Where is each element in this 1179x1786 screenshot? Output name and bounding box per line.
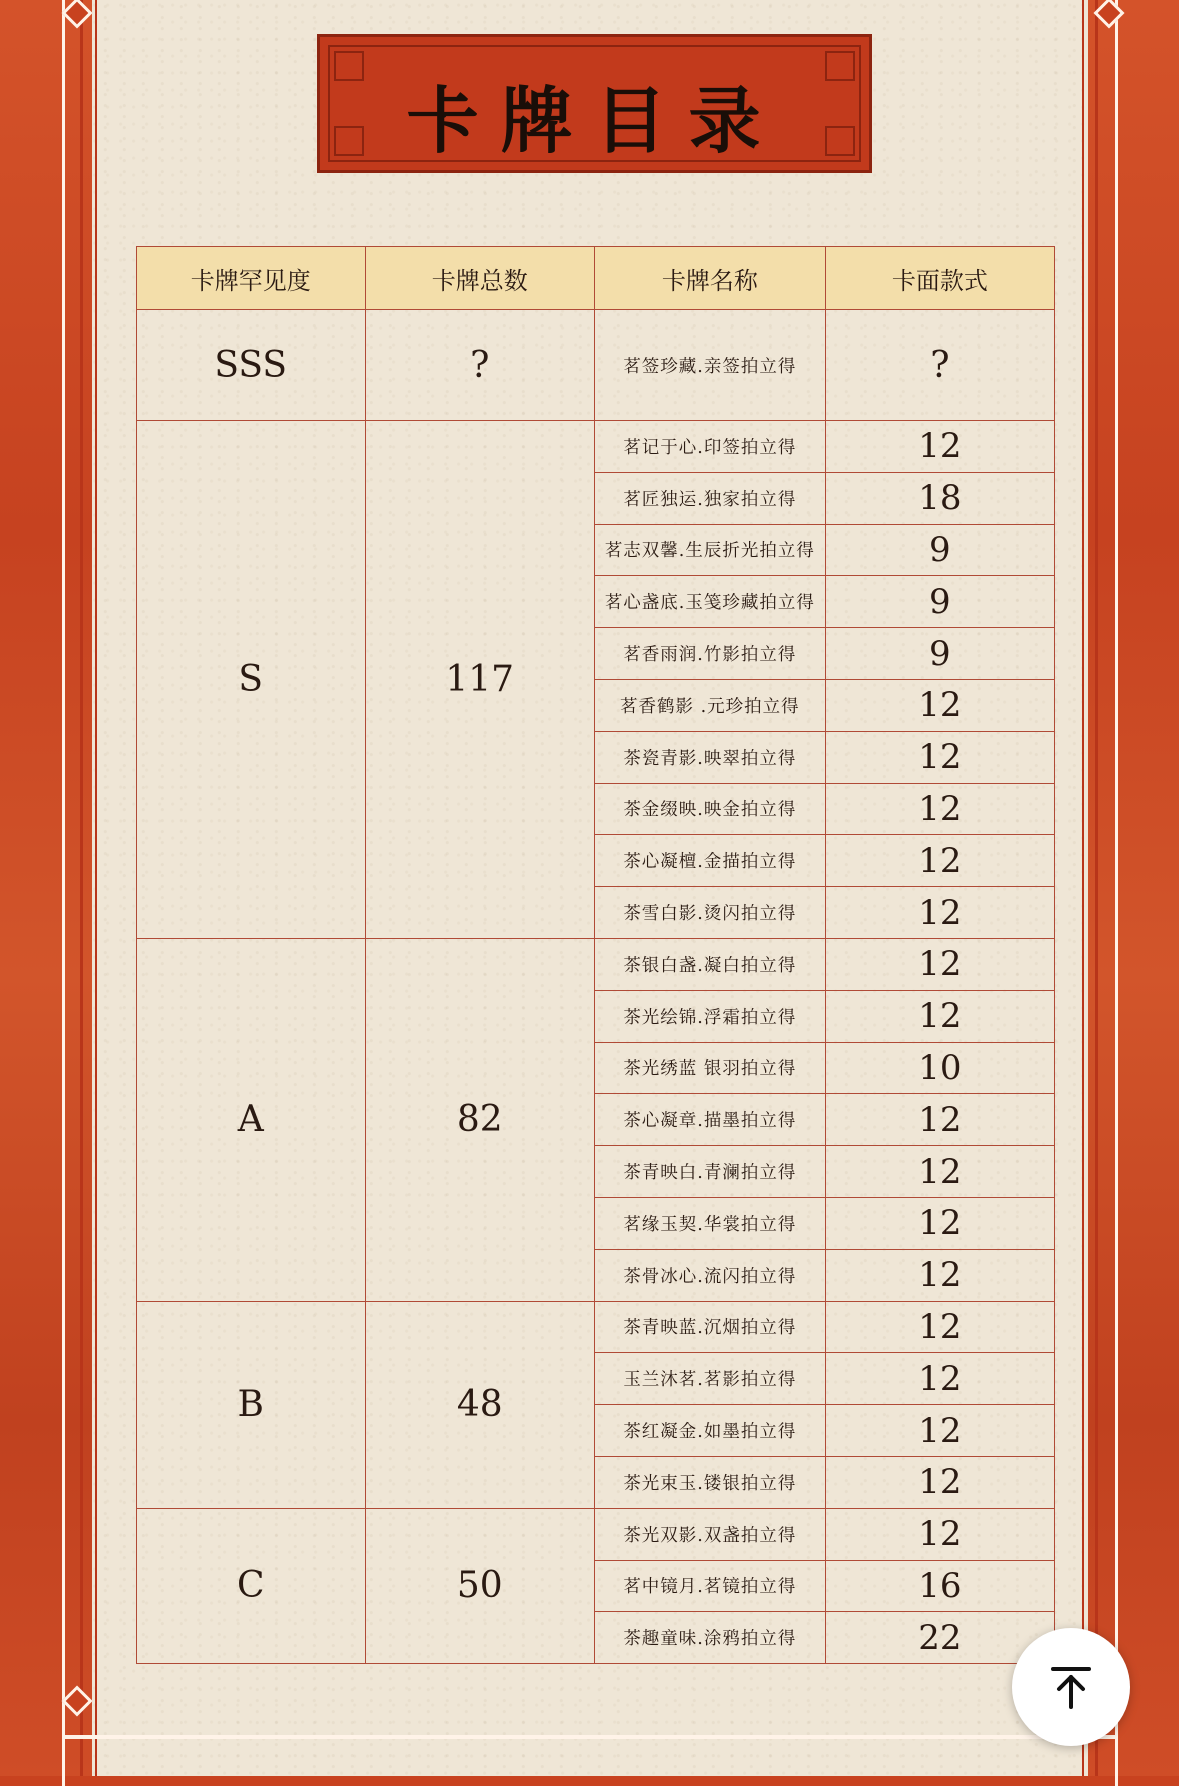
frame-line xyxy=(1095,0,1098,1776)
styles-cell: 22 xyxy=(825,1612,1054,1664)
arrow-up-to-top-icon xyxy=(1047,1663,1095,1711)
card-name-cell: 茶青映蓝.沉烟拍立得 xyxy=(594,1301,825,1353)
scroll-to-top-button[interactable] xyxy=(1012,1628,1130,1746)
header-name: 卡牌名称 xyxy=(594,247,825,310)
card-name-cell: 茶光绘锦.浮霜拍立得 xyxy=(594,990,825,1042)
styles-cell: 12 xyxy=(825,990,1054,1042)
rarity-cell: B xyxy=(137,1301,366,1508)
card-name-cell: 茶趣童味.涂鸦拍立得 xyxy=(594,1612,825,1664)
styles-cell: 12 xyxy=(825,679,1054,731)
frame-line xyxy=(1082,0,1084,1776)
card-name-cell: 茶光束玉.镂银拍立得 xyxy=(594,1456,825,1508)
styles-cell: 16 xyxy=(825,1560,1054,1612)
table-body xyxy=(137,310,1055,1664)
styles-cell: 12 xyxy=(825,421,1054,473)
total-cell: 50 xyxy=(365,1508,594,1663)
total-cell: 82 xyxy=(365,938,594,1301)
header-total: 卡牌总数 xyxy=(365,247,594,310)
styles-cell: 10 xyxy=(825,1042,1054,1094)
card-name-cell: 茗心盏底.玉笺珍藏拍立得 xyxy=(594,576,825,628)
card-name-cell: 茗香雨润.竹影拍立得 xyxy=(594,628,825,680)
card-name-cell: 茗匠独运.独家拍立得 xyxy=(594,472,825,524)
styles-cell: 12 xyxy=(825,1146,1054,1198)
card-name-cell: 茶心凝檀.金描拍立得 xyxy=(594,835,825,887)
styles-cell: 12 xyxy=(825,731,1054,783)
header-styles: 卡面款式 xyxy=(825,247,1054,310)
title-plaque xyxy=(317,34,872,173)
card-name-cell: 茶光绣蓝 银羽拍立得 xyxy=(594,1042,825,1094)
header-rarity: 卡牌罕见度 xyxy=(137,247,366,310)
card-name-cell: 茶心凝章.描墨拍立得 xyxy=(594,1094,825,1146)
card-name-cell: 茶骨冰心.流闪拍立得 xyxy=(594,1249,825,1301)
styles-cell: 12 xyxy=(825,1249,1054,1301)
styles-cell: 9 xyxy=(825,628,1054,680)
table-header-row xyxy=(137,247,1055,310)
frame-bottom-line xyxy=(62,1735,1115,1739)
frame-line xyxy=(80,0,83,1776)
page-title: 卡牌目录 xyxy=(406,78,783,163)
table-row xyxy=(137,421,1055,473)
card-name-cell: 茶银白盏.凝白拍立得 xyxy=(594,938,825,990)
frame-line xyxy=(95,0,97,1776)
table-row xyxy=(137,1508,1055,1560)
table-row xyxy=(137,938,1055,990)
styles-cell: 12 xyxy=(825,783,1054,835)
styles-cell: 12 xyxy=(825,938,1054,990)
card-name-cell: 茗缘玉契.华裳拍立得 xyxy=(594,1197,825,1249)
card-name-cell: 茶金缀映.映金拍立得 xyxy=(594,783,825,835)
card-name-cell: 玉兰沐茗.茗影拍立得 xyxy=(594,1353,825,1405)
card-name-cell: 茗中镜月.茗镜拍立得 xyxy=(594,1560,825,1612)
styles-cell: 12 xyxy=(825,1094,1054,1146)
styles-cell: 12 xyxy=(825,835,1054,887)
styles-cell: 12 xyxy=(825,887,1054,939)
card-catalog-table xyxy=(136,246,1055,1664)
table-row xyxy=(137,1301,1055,1353)
rarity-cell: C xyxy=(137,1508,366,1663)
styles-cell: ? xyxy=(825,310,1054,421)
card-name-cell: 茗香鹤影 .元珍拍立得 xyxy=(594,679,825,731)
styles-cell: 12 xyxy=(825,1301,1054,1353)
card-name-cell: 茗签珍藏.亲签拍立得 xyxy=(594,310,825,421)
rarity-cell: S xyxy=(137,421,366,939)
card-name-cell: 茗记于心.印签拍立得 xyxy=(594,421,825,473)
card-name-cell: 茶瓷青影.映翠拍立得 xyxy=(594,731,825,783)
styles-cell: 9 xyxy=(825,524,1054,576)
card-name-cell: 茶光双影.双盏拍立得 xyxy=(594,1508,825,1560)
card-name-cell: 茶青映白.青澜拍立得 xyxy=(594,1146,825,1198)
styles-cell: 9 xyxy=(825,576,1054,628)
styles-cell: 12 xyxy=(825,1353,1054,1405)
styles-cell: 12 xyxy=(825,1456,1054,1508)
styles-cell: 12 xyxy=(825,1508,1054,1560)
card-name-cell: 茗志双馨.生辰折光拍立得 xyxy=(594,524,825,576)
total-cell: 117 xyxy=(365,421,594,939)
total-cell: ? xyxy=(365,310,594,421)
styles-cell: 12 xyxy=(825,1405,1054,1457)
table-row xyxy=(137,310,1055,421)
rarity-cell: A xyxy=(137,938,366,1301)
styles-cell: 12 xyxy=(825,1197,1054,1249)
card-name-cell: 茶红凝金.如墨拍立得 xyxy=(594,1405,825,1457)
rarity-cell: SSS xyxy=(137,310,366,421)
styles-cell: 18 xyxy=(825,472,1054,524)
card-name-cell: 茶雪白影.烫闪拍立得 xyxy=(594,887,825,939)
total-cell: 48 xyxy=(365,1301,594,1508)
